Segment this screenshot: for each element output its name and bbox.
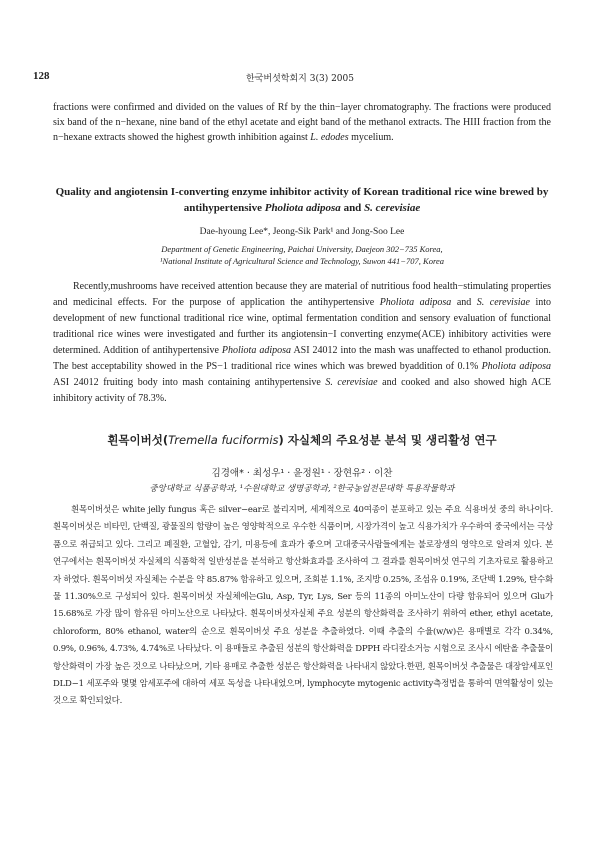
species-name: L. edodes <box>310 132 349 143</box>
article-authors: Dae-hyoung Lee*, Jeong-Sik Park¹ and Jong-Soo Lee <box>199 227 405 237</box>
korean-article-affiliations: 중앙대학교 식품공학과, ¹수원대학교 생명공학과, ²한국농업전문대학 특용작물학과 <box>149 484 455 494</box>
korean-article-authors: 김경애* · 최성우¹ · 윤정원¹ · 장현유² · 이찬 <box>211 468 393 479</box>
species-name: S. cerevisiae <box>364 202 421 214</box>
previous-abstract-end: fractions were confirmed and divided on the values of Rf by the thin−layer chromatography. The fractions were produced six band of the n−hexane, nine band of the ethyl acetate and eight band of the methanol extracts. The HIII fraction from the n−hexane extracts showed the highest growth inhibition against L. edodes mycelium. <box>53 102 551 143</box>
korean-article-title: 흰목이버섯(Tremella fuciformis) 자실체의 주요성분 분석 및 생리활성 연구 <box>107 433 497 447</box>
species-name: Tremella fuciformis <box>168 433 279 447</box>
page-header <box>33 70 567 86</box>
article-affiliations <box>53 243 551 267</box>
journal-title: 한국버섯학회지 3(3) 2005 <box>246 74 354 84</box>
affiliation-line: ¹National Institute of Agricultural Science and Technology, Suwon 441−707, Korea <box>160 256 444 266</box>
species-name: Pholiota adiposa <box>264 202 341 214</box>
affiliation-line: Department of Genetic Engineering, Paichai University, Daejeon 302−735 Korea, <box>161 244 443 254</box>
korean-article-abstract: 흰목이버섯은 white jelly fungus 혹은 silver−ear로 불리지며, 세계적으로 40여종이 분포하고 있는 주요 식용버섯 중의 하나이다. 흰목이버섯은 비타민, 단백질, 광물질의 함량이 높은 영양학적으로 우수한 식품이며, 시장가격이 높고 식용가치가 우수하여 중국에서는 극상품으로 취급되고 있다. 그리고 폐질환, 고혈압, 감기, 미용등에 효과가 좋으며 고대중국사람들에게는 불로장생의 영약으로 알려져 있다. 본 연구에서는 흰목이버섯 자실체의 식품학적 일반성분을 분석하고 항산화효과를 조사하여 그 결과를 흰목이버섯 연구의 기초자료로 활용하고자 하였다. 흰목이버섯 자실체는 수분을 약 85.87% 함유하고 있으며, 조회분 1.1%, 조지방 0.25%, 조섬유 0.19%, 조단백 1.29%, 탄수화물 11.30%으로 구성되어 있다. 흰목이버섯 자실체에는Glu, Asp, Tyr, Lys, Ser 등의 11종의 아미노산이 다량 함유되어 있으며 Glu가 15.68%로 가장 많이 함유된 아미노산으로 나타났다. 흰목이버섯자실체 주요 성분의 항산화력을 조사하기 위하여 ether, ethyl acetate, chloroform, 80% ethanol, water의 순으로 흰목이버섯 주요 성분을 추출하였다. 이때 추출의 수율(w/w)은 용매별로 각각 0.34%, 0.9%, 0.96%, 4.73%, 4.74%로 나타났다. 이 용매들로 추출된 성분의 항산화력을 DPPH 라디칼소거능 시험으로 조사시 에탄올 추출물이 항산화력이 가장 높은 것으로 나타났으며, 기타 용매로 추출한 성분은 항산화력을 나타내지 않았다.한편, 흰목이버섯 추출물은 대장암세포인 DLD−1 세포주와 몇몇 암세포주에 대하여 세포 독성을 나타내었으며, lymphocyte mytogenic activity측정법을 통하여 면역활성이 있는 것으로 확인되었다. <box>53 505 553 707</box>
article-abstract: Recently,mushrooms have received attention because they are material of nutritious food health−stimulating properties and medicinal effects. For the purpose of application the antihypertensive Pholiota adiposa and S. cerevisiae into development of new functional traditional rice wine, optimal fermentation condition and sensory evaluation of functional traditional rice wines were investigated and further its angiotensin−I converting enzyme(ACE) inhibitory activities were determined. Addition of antihypertensive Pholiota adiposa ASI 24012 into the mash was unaffected to ethanol production. The best acceptability showed in the PS−1 traditional rice wines which was brewed byaddition of 0.1% Pholiota adiposa ASI 24012 fruiting body into mash containing antihypertensive S. cerevisiae and cooked and also showed high ACE inhibitory activity of 78.3%. <box>53 281 552 404</box>
article-title: Quality and angiotensin I-converting enzyme inhibitor activity of Korean traditional rice wine brewed by antihypertensive Pholiota adiposa and S. cerevisiae <box>55 186 549 214</box>
page-number: 128 <box>33 70 50 82</box>
